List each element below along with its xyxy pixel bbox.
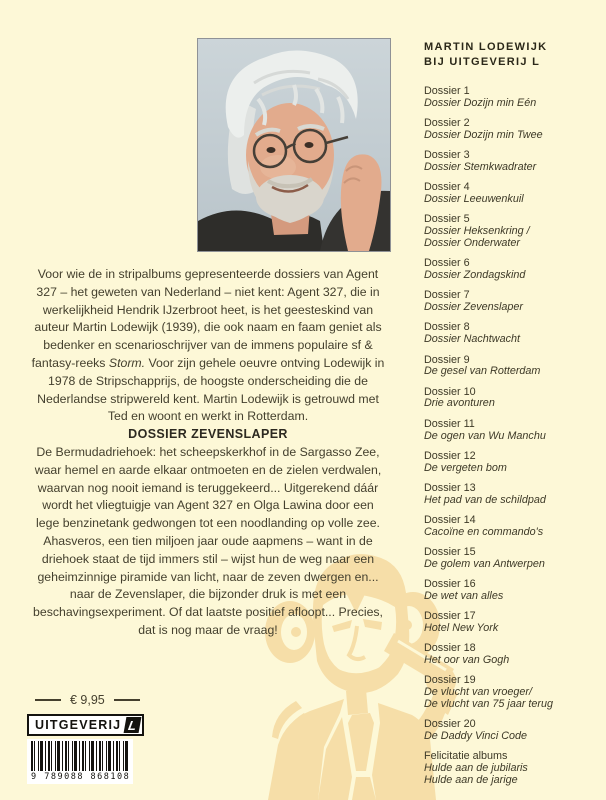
catalog-entry (424, 451, 602, 475)
catalog-entry-label: Dossier 20 (424, 718, 476, 731)
catalog-entry-label: Dossier 11 (424, 417, 475, 430)
catalog-entry-label: Dossier 19 (424, 674, 476, 687)
catalog-entry-title: Dossier Zondagskind (424, 269, 526, 282)
catalog-entry-title: Hotel New York (424, 622, 499, 635)
dossier-heading: DOSSIER ZEVENSLAPER (128, 427, 288, 442)
catalog-entry-title: De ogen van Wu Manchu (424, 429, 546, 442)
catalog-entry (424, 419, 602, 443)
left-text-column (30, 266, 386, 640)
catalog-entry-title: Dossier Stemkwadrater (424, 160, 537, 173)
catalog-entry-label: Dossier 12 (424, 449, 476, 462)
catalog-entry-title: Cacoïne en commando's (424, 525, 544, 538)
catalog-entry-title: Dossier Dozijn min Twee (424, 128, 543, 141)
catalog-entry (424, 643, 602, 667)
catalog-entry (424, 290, 602, 314)
catalog-entry (424, 483, 602, 507)
barcode-number: 9 789088 868108 (31, 772, 131, 782)
catalog-entry (424, 515, 602, 539)
catalog-entry (424, 214, 602, 249)
catalog-entry-label: Dossier 2 (424, 117, 470, 130)
catalog-entry-title: Drie avonturen (424, 397, 495, 410)
catalog-entry-label: Dossier 3 (424, 149, 470, 162)
catalog-entry-title: Dossier Zevenslaper (424, 301, 524, 314)
catalog-entry-title: Hulde aan de jubilaris (424, 762, 528, 775)
catalog-entry-title: De vlucht van 75 jaar terug (424, 698, 554, 711)
catalog-entry-label: Dossier 10 (424, 385, 476, 398)
catalog-entry-title: De gesel van Rotterdam (424, 365, 541, 378)
catalog-entry-label: Dossier 4 (424, 181, 470, 194)
catalog-entry-title: Het oor van Gogh (424, 654, 510, 667)
catalog-entry (424, 751, 602, 786)
author-photo-frame (197, 38, 391, 252)
catalog-entry-title: De vergeten bom (424, 461, 507, 474)
catalog-entry (424, 547, 602, 571)
catalog-entry (424, 579, 602, 603)
catalog-entry (424, 675, 602, 710)
author-photo (198, 39, 390, 251)
price-dash-left (35, 699, 61, 701)
catalog-entry-label: Dossier 8 (424, 321, 470, 334)
catalog-entry-title: Dossier Nachtwacht (424, 333, 521, 346)
price-label: € 9,95 (70, 693, 105, 707)
catalog-entry-label: Dossier 17 (424, 610, 476, 623)
catalog-entry-title: Het pad van de schildpad (424, 493, 546, 506)
catalog-entry-label: Dossier 14 (424, 514, 476, 527)
catalog-entry-title: Dossier Onderwater (424, 236, 521, 249)
catalog-entry-label: Dossier 13 (424, 481, 476, 494)
catalog-entry-title: Dossier Dozijn min Eén (424, 96, 537, 109)
catalog-entry (424, 182, 602, 206)
price-row (35, 693, 144, 707)
catalog-entry-label: Dossier 16 (424, 578, 476, 591)
dossier-text: De Bermudadriehoek: het scheepskerkhof in de Sargasso Zee, waar hemel en aarde elkaar ontmoeten en de zielen verdwalen, waarvan nog nooit iemand is teruggekeerd... Uitgerekend dáár wordt het vliegtuigje van Agent 327 en Olga Lawina door een lege benzinetank gedwongen tot een noodlanding op volle zee. Ahasveros, een tien miljoen jaar oude aapmens – want in de driehoek staat de tijd immers stil – wijst hun de weg naar een geheimzinnige piramide van licht, naar de zeven dwergen en... naar de Zevenslaper, die bijzonder druk is met een beschavingsexperiment. Of dat laatste positief afloopt... Precies, dat is nog maar de vraag! (33, 444, 383, 637)
barcode-bars (31, 741, 129, 771)
catalog-entry-title: De golem van Antwerpen (424, 557, 545, 570)
publisher-logo (27, 714, 144, 736)
catalog-entry (424, 387, 602, 411)
catalog-entry-title: De vlucht van vroeger/ (424, 686, 533, 699)
catalog-list (424, 86, 602, 787)
catalog-entry (424, 150, 602, 174)
catalog-entry (424, 86, 602, 110)
catalog-entry-label: Dossier 6 (424, 257, 470, 270)
catalog-column (424, 40, 602, 795)
catalog-entry-title: Dossier Leeuwenkuil (424, 193, 524, 206)
publisher-l-mark: L (124, 717, 142, 733)
storm-title: Storm. (108, 355, 146, 370)
catalog-entry-label: Dossier 7 (424, 289, 470, 302)
catalog-entry-label: Dossier 9 (424, 353, 470, 366)
catalog-entry-title: De wet van alles (424, 590, 504, 602)
barcode (27, 739, 133, 784)
catalog-entry-title: Hulde aan de jarige (424, 774, 518, 787)
catalog-entry-label: Dossier 1 (424, 85, 470, 97)
catalog-entry (424, 611, 602, 635)
catalog-entry (424, 322, 602, 346)
catalog-entry (424, 719, 602, 743)
catalog-entry (424, 118, 602, 142)
intro-text: Voor wie de in stripalbums gepresenteerde dossiers van Agent 327 – het geweten van Nederland – niet kent: Agent 327, die in werkelijkheid Hendrik IJzerbroot heet, is het geesteskind van auteur Martin Lodewijk (1939), die ook naam en faam geniet als bedenker en scenarioschrijver van de immens populaire sf & fantasy-reeks Storm. Voor zijn gehele oeuvre ontving Lodewijk in 1978 de Stripschapprijs, de hoogste onderscheiding die de Nederlandse stripwereld kent. Martin Lodewijk is getrouwd met Ted en woont en werkt in Rotterdam. (31, 267, 385, 424)
price-dash-right (114, 699, 140, 701)
catalog-entry-title: De Daddy Vinci Code (424, 730, 528, 743)
catalog-entry-label: Dossier 18 (424, 642, 476, 655)
catalog-header-line2: BIJ UITGEVERIJ L (424, 55, 541, 68)
catalog-header-line1: MARTIN LODEWIJK (424, 41, 548, 53)
catalog-entry (424, 258, 602, 282)
catalog-entry (424, 355, 602, 379)
catalog-entry-label: Dossier 15 (424, 546, 476, 559)
catalog-header (424, 40, 602, 69)
publisher-name: UITGEVERIJ (35, 718, 122, 732)
catalog-entry-label: Felicitatie albums (424, 750, 508, 763)
price-publisher-block (27, 693, 144, 784)
catalog-entry-title: Dossier Heksenkring / (424, 225, 530, 238)
catalog-entry-label: Dossier 5 (424, 213, 470, 226)
